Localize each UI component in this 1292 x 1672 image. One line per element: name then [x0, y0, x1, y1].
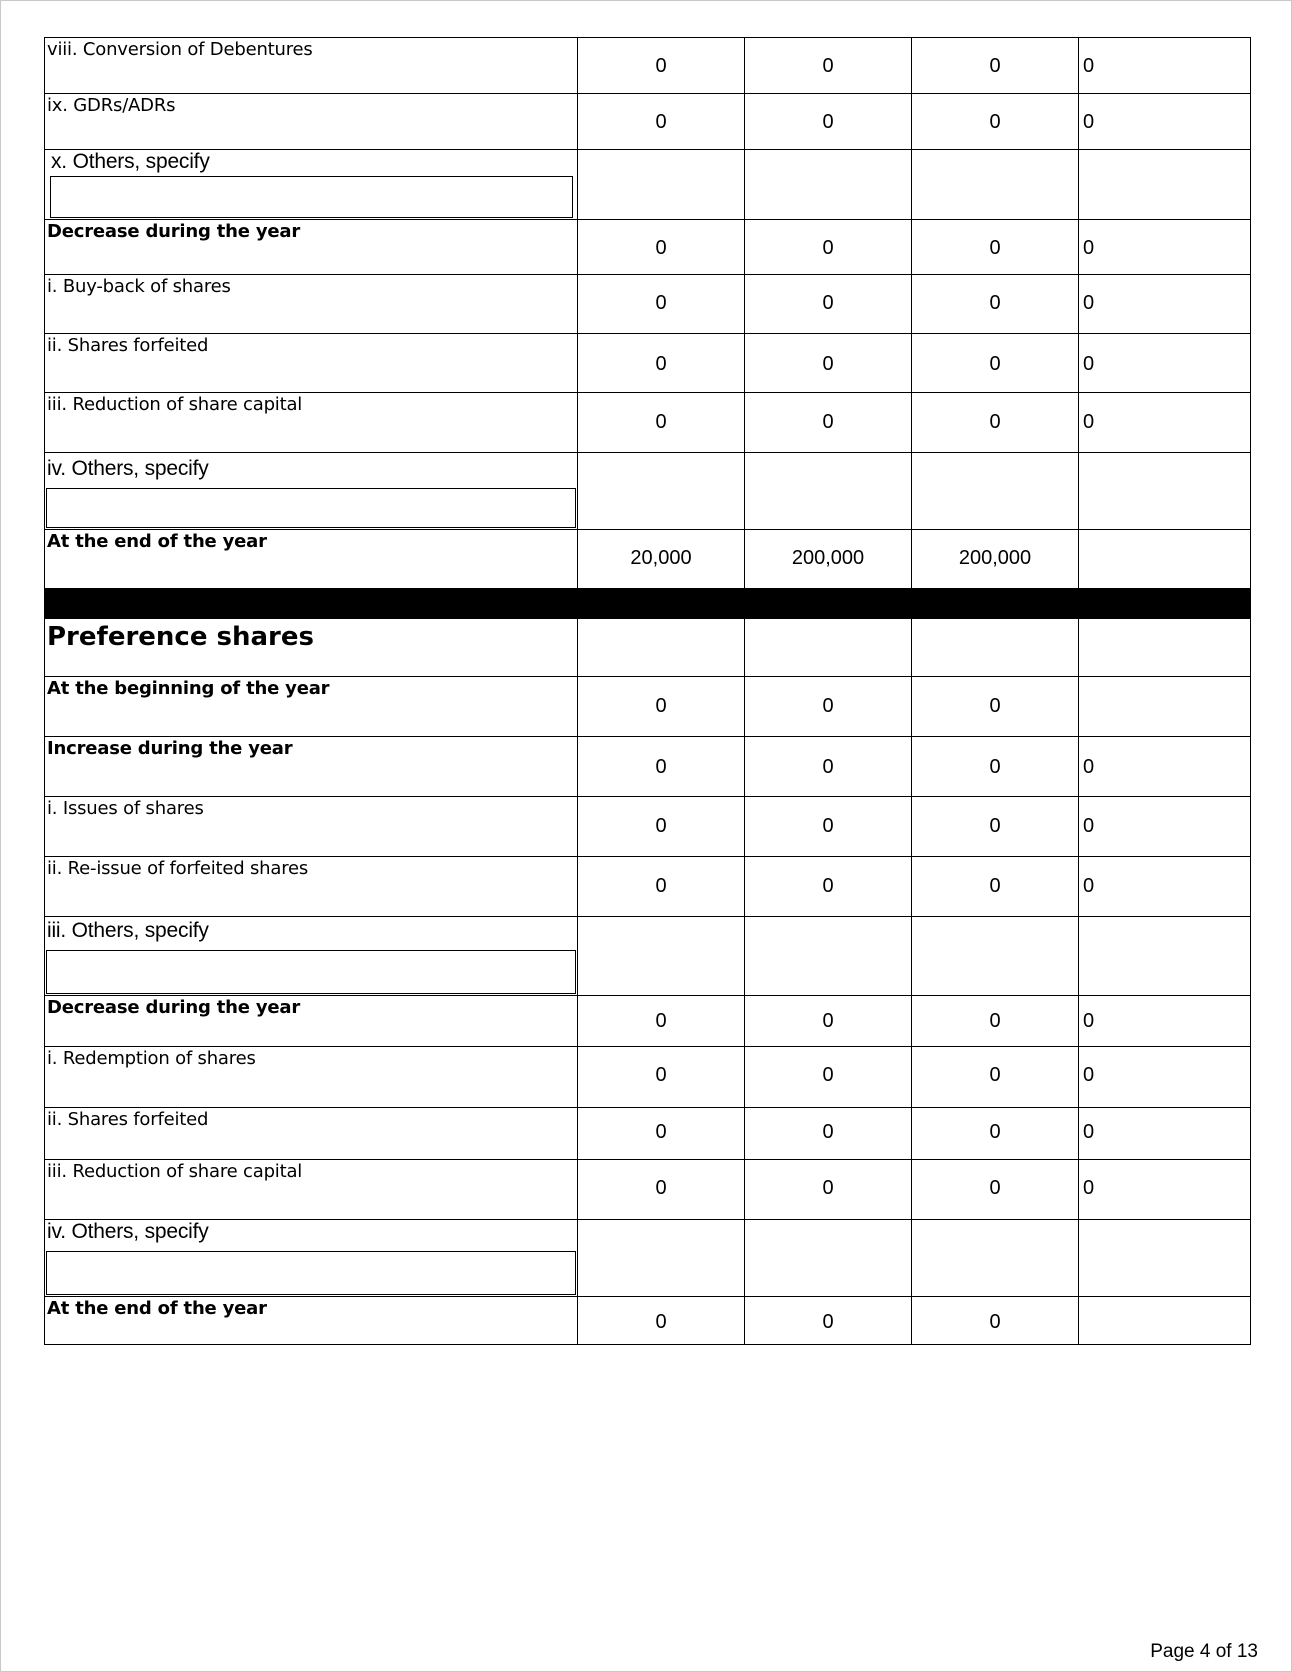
value: 0	[989, 353, 1001, 375]
extra-cell[interactable]	[1079, 94, 1251, 150]
extra-value: 0	[1083, 55, 1095, 77]
row-label: iii. Reduction of share capital	[47, 394, 303, 415]
value: 0	[822, 111, 834, 133]
section-separator	[45, 589, 1251, 619]
table-row	[45, 334, 1251, 393]
black-band-cell	[45, 589, 1251, 619]
value-cell	[912, 1160, 1079, 1220]
value: 0	[822, 815, 834, 837]
value: 0	[655, 237, 667, 259]
value: 0	[822, 353, 834, 375]
extra-cell[interactable]	[1079, 1160, 1251, 1220]
table-row	[45, 737, 1251, 797]
value: 0	[822, 1311, 834, 1333]
extra-cell[interactable]	[1079, 1108, 1251, 1160]
value: 0	[822, 1010, 834, 1032]
value: 0	[989, 695, 1001, 717]
value-cell	[578, 150, 745, 220]
extra-cell[interactable]	[1079, 857, 1251, 917]
value-cell	[912, 393, 1079, 453]
extra-value: 0	[1083, 1064, 1095, 1086]
row-label: Decrease during the year	[47, 221, 301, 242]
value: 200,000	[958, 547, 1032, 569]
value: 0	[655, 353, 667, 375]
black-band	[45, 589, 1250, 618]
extra-value: 0	[1083, 1177, 1095, 1199]
value-cell	[578, 530, 745, 589]
others-specify-input[interactable]	[46, 1251, 576, 1295]
value: 0	[655, 1064, 667, 1086]
extra-cell[interactable]	[1079, 220, 1251, 275]
value-cell	[745, 857, 912, 917]
extra-cell	[1079, 1297, 1251, 1345]
value-cell	[912, 857, 1079, 917]
value: 0	[822, 292, 834, 314]
table-row	[45, 797, 1251, 857]
value-cell	[912, 996, 1079, 1047]
value-cell	[578, 275, 745, 334]
value: 0	[655, 1010, 667, 1032]
row-label-cell	[45, 1108, 578, 1160]
table-row	[45, 1220, 1251, 1297]
row-label-cell	[45, 453, 578, 530]
value: 0	[655, 1121, 667, 1143]
value-cell	[745, 38, 912, 94]
row-label: iv. Others, specify	[47, 1220, 209, 1243]
value-cell	[578, 1220, 745, 1297]
value: 0	[989, 55, 1001, 77]
row-label: viii. Conversion of Debentures	[47, 39, 313, 60]
value-cell	[578, 1047, 745, 1108]
extra-cell[interactable]	[1079, 393, 1251, 453]
value-cell	[912, 38, 1079, 94]
value-cell	[578, 737, 745, 797]
others-specify-input[interactable]	[50, 176, 573, 218]
value: 0	[822, 411, 834, 433]
extra-value: 0	[1083, 353, 1095, 375]
row-label-cell	[45, 94, 578, 150]
table-row	[45, 393, 1251, 453]
extra-cell[interactable]	[1079, 797, 1251, 857]
table-row	[45, 94, 1251, 150]
table-row	[45, 1297, 1251, 1345]
table-row	[45, 150, 1251, 220]
row-label: Increase during the year	[47, 738, 293, 759]
row-label: At the end of the year	[47, 1298, 267, 1319]
value: 0	[989, 1010, 1001, 1032]
row-label-cell	[45, 334, 578, 393]
value: 0	[655, 756, 667, 778]
value: 0	[822, 237, 834, 259]
extra-value: 0	[1083, 292, 1095, 314]
value: 0	[989, 1177, 1001, 1199]
value-cell	[912, 1297, 1079, 1345]
extra-cell	[1079, 917, 1251, 996]
row-label: ii. Shares forfeited	[47, 1109, 209, 1130]
extra-value: 0	[1083, 1121, 1095, 1143]
value-cell	[912, 334, 1079, 393]
row-label: ii. Shares forfeited	[47, 335, 209, 356]
value: 0	[989, 875, 1001, 897]
row-label: Decrease during the year	[47, 997, 301, 1018]
row-label-cell	[45, 393, 578, 453]
extra-cell[interactable]	[1079, 737, 1251, 797]
value: 0	[655, 1177, 667, 1199]
value: 0	[989, 292, 1001, 314]
value-cell	[745, 220, 912, 275]
value-cell	[578, 996, 745, 1047]
value-cell	[745, 797, 912, 857]
value: 0	[822, 1064, 834, 1086]
row-label: iii. Reduction of share capital	[47, 1161, 303, 1182]
extra-cell	[1079, 150, 1251, 220]
value-cell	[745, 737, 912, 797]
value-cell	[578, 220, 745, 275]
value-cell	[912, 917, 1079, 996]
row-label: ix. GDRs/ADRs	[47, 95, 176, 116]
table-row	[45, 619, 1251, 677]
row-label-cell	[45, 1220, 578, 1297]
value-cell	[578, 619, 745, 677]
value: 0	[655, 1311, 667, 1333]
others-specify-input[interactable]	[46, 950, 576, 994]
row-label-cell	[45, 530, 578, 589]
extra-value: 0	[1083, 237, 1095, 259]
table-row	[45, 917, 1251, 996]
value-cell	[578, 393, 745, 453]
table-row	[45, 1047, 1251, 1108]
value-cell	[912, 1108, 1079, 1160]
row-label-cell	[45, 275, 578, 334]
value: 0	[989, 815, 1001, 837]
table-row	[45, 38, 1251, 94]
row-label-cell	[45, 996, 578, 1047]
extra-cell	[1079, 1220, 1251, 1297]
value-cell	[578, 1297, 745, 1345]
value-cell	[745, 453, 912, 530]
table-row	[45, 1160, 1251, 1220]
value-cell	[912, 275, 1079, 334]
table-row	[45, 453, 1251, 530]
row-label: iv. Others, specify	[47, 457, 209, 480]
value-cell	[578, 334, 745, 393]
extra-value: 0	[1083, 815, 1095, 837]
others-specify-input[interactable]	[46, 488, 576, 528]
extra-value: 0	[1083, 111, 1095, 133]
value-cell	[912, 677, 1079, 737]
row-label: ii. Re-issue of forfeited shares	[47, 858, 309, 879]
row-label-cell	[45, 917, 578, 996]
value-cell	[745, 1297, 912, 1345]
value: 0	[822, 55, 834, 77]
table-row	[45, 1108, 1251, 1160]
row-label-cell	[45, 797, 578, 857]
table-row	[45, 677, 1251, 737]
extra-value: 0	[1083, 875, 1095, 897]
value-cell	[578, 677, 745, 737]
extra-cell	[1079, 530, 1251, 589]
value: 0	[822, 695, 834, 717]
value: 0	[822, 1121, 834, 1143]
value-cell	[745, 94, 912, 150]
value-cell	[912, 619, 1079, 677]
page-number: Page 4 of 13	[1150, 1641, 1258, 1662]
row-label-cell	[45, 1160, 578, 1220]
row-label: iii. Others, specify	[47, 919, 209, 942]
row-label-cell	[45, 1047, 578, 1108]
value-cell	[745, 150, 912, 220]
row-label-cell	[45, 619, 578, 677]
table-row	[45, 857, 1251, 917]
row-label-cell	[45, 220, 578, 275]
value-cell	[745, 677, 912, 737]
row-label-cell	[45, 1297, 578, 1345]
row-label: At the end of the year	[47, 531, 267, 552]
value: 0	[822, 1177, 834, 1199]
value: 0	[655, 55, 667, 77]
table-row	[45, 530, 1251, 589]
value: 0	[989, 756, 1001, 778]
value: 0	[989, 1064, 1001, 1086]
extra-cell[interactable]	[1079, 275, 1251, 334]
extra-value: 0	[1083, 756, 1095, 778]
share-capital-table	[44, 37, 1251, 1345]
value-cell	[912, 94, 1079, 150]
row-label: i. Issues of shares	[47, 798, 204, 819]
value: 200,000	[791, 547, 865, 569]
value-cell	[578, 797, 745, 857]
row-label: i. Buy-back of shares	[47, 276, 231, 297]
value-cell	[578, 38, 745, 94]
value-cell	[578, 917, 745, 996]
value-cell	[745, 917, 912, 996]
value: 0	[989, 1311, 1001, 1333]
value-cell	[578, 1160, 745, 1220]
extra-value: 0	[1083, 1010, 1095, 1032]
value-cell	[745, 275, 912, 334]
extra-value: 0	[1083, 411, 1095, 433]
row-label: At the beginning of the year	[47, 678, 330, 699]
value-cell	[912, 453, 1079, 530]
value-cell	[912, 797, 1079, 857]
value-cell	[912, 220, 1079, 275]
value: 0	[989, 237, 1001, 259]
value-cell	[578, 1108, 745, 1160]
value-cell	[745, 334, 912, 393]
table-row	[45, 275, 1251, 334]
value: 20,000	[630, 547, 692, 569]
row-label: i. Redemption of shares	[47, 1048, 256, 1069]
value-cell	[745, 619, 912, 677]
extra-cell[interactable]	[1079, 38, 1251, 94]
section-title: Preference shares	[47, 622, 314, 652]
row-label: x. Others, specify	[51, 150, 210, 173]
value: 0	[989, 1121, 1001, 1143]
row-label-cell	[45, 38, 578, 94]
table-row	[45, 220, 1251, 275]
value-cell	[912, 1047, 1079, 1108]
value-cell	[912, 530, 1079, 589]
value-cell	[745, 393, 912, 453]
row-label-cell	[45, 150, 578, 220]
value-cell	[578, 453, 745, 530]
value: 0	[655, 695, 667, 717]
extra-cell[interactable]	[1079, 996, 1251, 1047]
value-cell	[745, 1220, 912, 1297]
value-cell	[912, 1220, 1079, 1297]
value-cell	[578, 94, 745, 150]
value: 0	[822, 756, 834, 778]
row-label-cell	[45, 677, 578, 737]
value-cell	[578, 857, 745, 917]
value: 0	[655, 875, 667, 897]
value: 0	[655, 411, 667, 433]
value: 0	[655, 111, 667, 133]
value-cell	[745, 996, 912, 1047]
value-cell	[745, 1108, 912, 1160]
extra-cell[interactable]	[1079, 334, 1251, 393]
row-label-cell	[45, 857, 578, 917]
value-cell	[912, 150, 1079, 220]
value-cell	[745, 1160, 912, 1220]
extra-cell	[1079, 619, 1251, 677]
row-label-cell	[45, 737, 578, 797]
value-cell	[912, 737, 1079, 797]
value: 0	[822, 875, 834, 897]
table-row	[45, 996, 1251, 1047]
value: 0	[655, 815, 667, 837]
value: 0	[989, 111, 1001, 133]
value: 0	[655, 292, 667, 314]
extra-cell[interactable]	[1079, 1047, 1251, 1108]
value-cell	[745, 1047, 912, 1108]
extra-cell	[1079, 677, 1251, 737]
value: 0	[989, 411, 1001, 433]
value-cell	[745, 530, 912, 589]
extra-cell	[1079, 453, 1251, 530]
